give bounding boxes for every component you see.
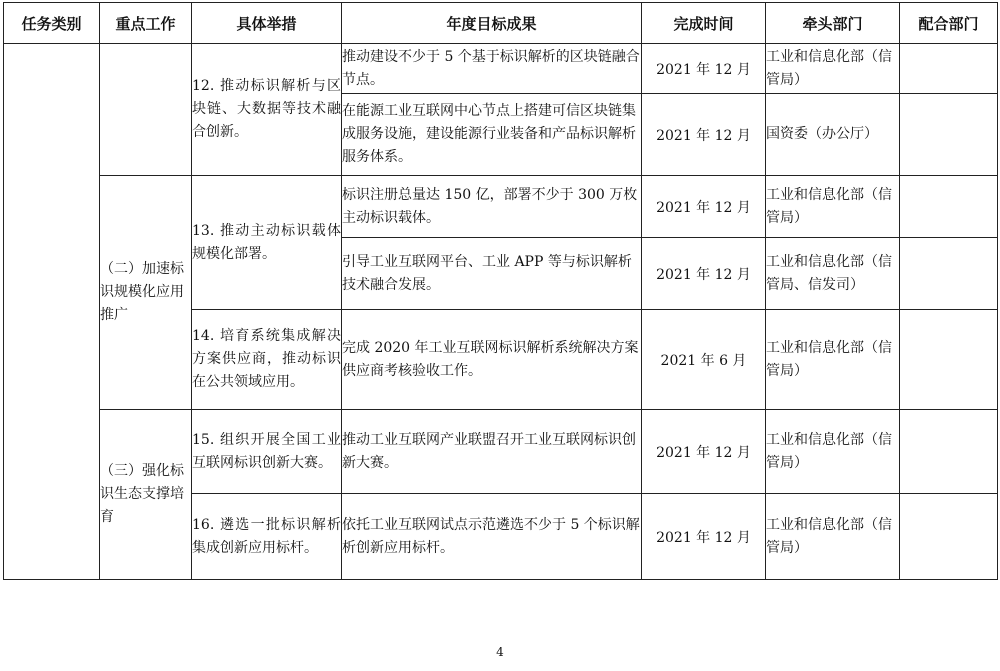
table-row (4, 410, 998, 494)
coop-dept-cell (900, 494, 998, 580)
coop-dept-cell (900, 238, 998, 310)
measure-cell: 13. 推动主动标识载体规模化部署。 (192, 176, 342, 310)
goal-cell: 依托工业互联网试点示范遴选不少于 5 个标识解析创新应用标杆。 (342, 494, 642, 580)
goal-cell: 完成 2020 年工业互联网标识解析系统解决方案供应商考核验收工作。 (342, 310, 642, 410)
measure-cell: 12. 推动标识解析与区块链、大数据等技术融合创新。 (192, 44, 342, 176)
measure-cell: 15. 组织开展全国工业互联网标识创新大赛。 (192, 410, 342, 494)
time-cell: 2021 年 12 月 (642, 410, 766, 494)
key-work-cell-empty (100, 44, 192, 176)
header-coop-dept: 配合部门 (900, 3, 998, 44)
goal-cell: 引导工业互联网平台、工业 APP 等与标识解析技术融合发展。 (342, 238, 642, 310)
coop-dept-cell (900, 410, 998, 494)
key-work-cell: （二）加速标识规模化应用推广 (100, 176, 192, 410)
header-goals: 年度目标成果 (342, 3, 642, 44)
table-row (4, 44, 998, 94)
measure-cell: 16. 遴选一批标识解析集成创新应用标杆。 (192, 494, 342, 580)
time-cell: 2021 年 6 月 (642, 310, 766, 410)
task-table (3, 2, 998, 580)
coop-dept-cell (900, 44, 998, 94)
time-cell: 2021 年 12 月 (642, 44, 766, 94)
time-cell: 2021 年 12 月 (642, 176, 766, 238)
coop-dept-cell (900, 176, 998, 238)
header-row (4, 3, 998, 44)
goal-cell: 标识注册总量达 150 亿，部署不少于 300 万枚主动标识载体。 (342, 176, 642, 238)
goal-cell: 推动工业互联网产业联盟召开工业互联网标识创新大赛。 (342, 410, 642, 494)
category-cell (4, 44, 100, 580)
table-row (4, 176, 998, 238)
header-key-work: 重点工作 (100, 3, 192, 44)
coop-dept-cell (900, 310, 998, 410)
header-lead-dept: 牵头部门 (766, 3, 900, 44)
lead-dept-cell: 工业和信息化部（信管局） (766, 176, 900, 238)
lead-dept-cell: 工业和信息化部（信管局） (766, 44, 900, 94)
lead-dept-cell: 工业和信息化部（信管局） (766, 310, 900, 410)
page-number: 4 (496, 645, 504, 659)
measure-cell: 14. 培育系统集成解决方案供应商，推动标识在公共领域应用。 (192, 310, 342, 410)
goal-cell: 在能源工业互联网中心节点上搭建可信区块链集成服务设施，建设能源行业装备和产品标识解析服务体系。 (342, 94, 642, 176)
lead-dept-cell: 工业和信息化部（信管局） (766, 410, 900, 494)
coop-dept-cell (900, 94, 998, 176)
header-category: 任务类别 (4, 3, 100, 44)
goal-cell: 推动建设不少于 5 个基于标识解析的区块链融合节点。 (342, 44, 642, 94)
header-time: 完成时间 (642, 3, 766, 44)
lead-dept-cell: 工业和信息化部（信管局） (766, 494, 900, 580)
key-work-cell: （三）强化标识生态支撑培育 (100, 410, 192, 580)
time-cell: 2021 年 12 月 (642, 94, 766, 176)
time-cell: 2021 年 12 月 (642, 238, 766, 310)
time-cell: 2021 年 12 月 (642, 494, 766, 580)
header-measures: 具体举措 (192, 3, 342, 44)
lead-dept-cell: 国资委（办公厅） (766, 94, 900, 176)
lead-dept-cell: 工业和信息化部（信管局、信发司） (766, 238, 900, 310)
